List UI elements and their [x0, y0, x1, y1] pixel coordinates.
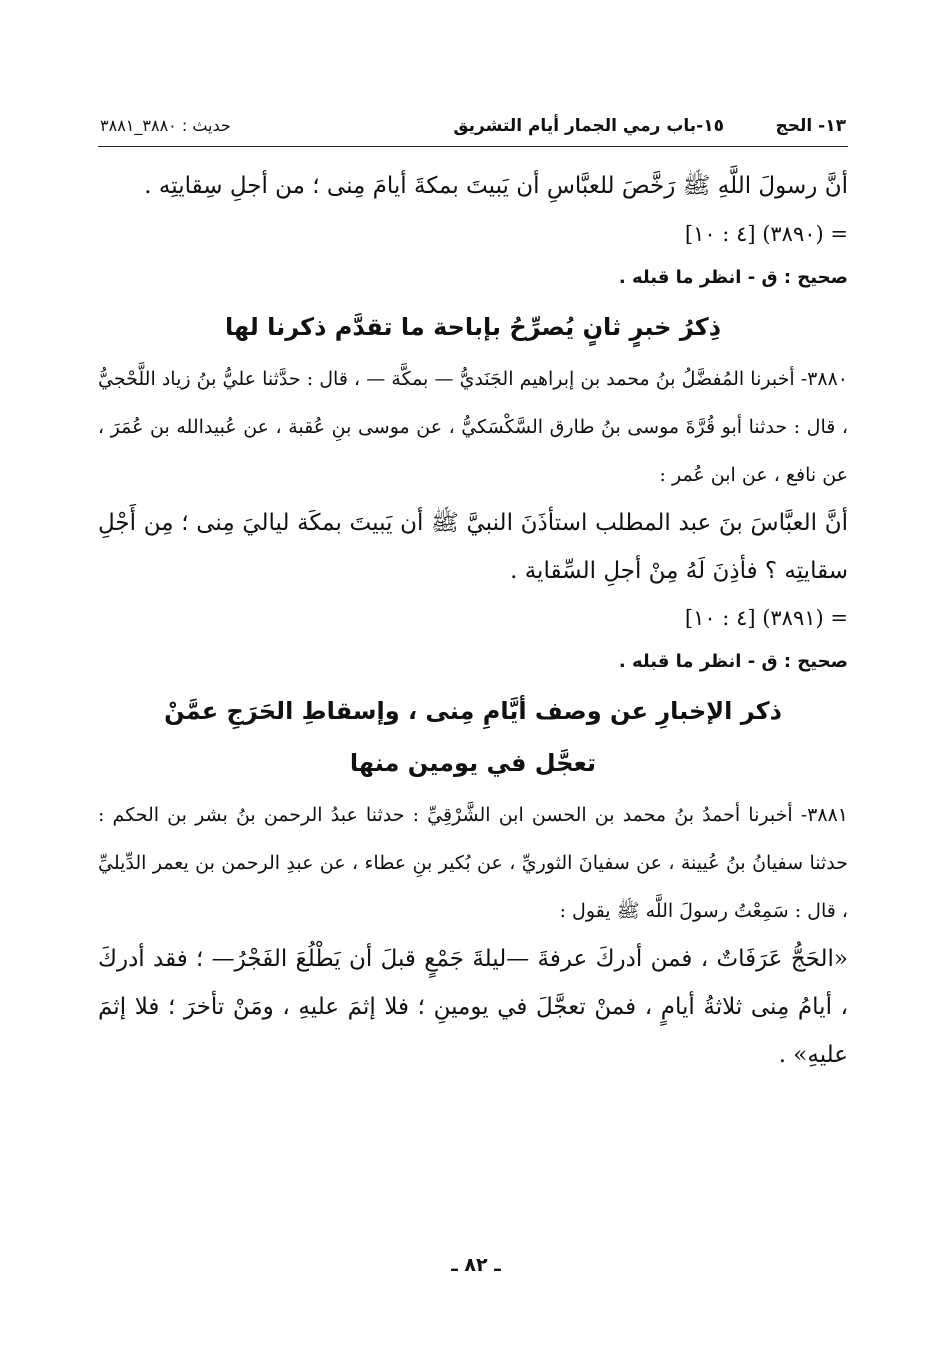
hadith-text: «الحَجُّ عَرَفَاتٌ ، فمن أدركَ عرفةَ —ليلةَ جَمْعٍ قبلَ أن يَطْلُعَ الفَجْرُ— ؛ فقد أدركَ ، أيامُ مِنى ثلاثةُ أيامٍ ، فمنْ تعجَّلَ في يومينِ ؛ فلا إثمَ عليهِ ، ومَنْ تأخرَ ؛ فلا إثمَ عليهِ» . [98, 946, 848, 1068]
header-hadith-range: حديث : ٣٨٨٠_٣٨٨١ [100, 116, 231, 135]
hadith-text: أنَّ العبَّاسَ بنَ عبد المطلب استأذَنَ النبيَّ ﷺ أن يَبيتَ بمكَة لياليَ مِنى ؛ مِن أَجْلِ سقايتِه ؟ فأذِنَ لَهُ مِنْ أجلِ السِّقاية . [98, 510, 848, 584]
running-header [98, 112, 848, 147]
header-book: ١٣- الحج [775, 116, 846, 136]
section-heading-line: ذكر الإخبارِ عن وصف أيَّامِ مِنى ، وإسقاطِ الحَرَجِ عمَّنْ [164, 697, 782, 725]
cross-reference: = (٣٨٩١) [٤ : ١٠] [684, 606, 848, 630]
grading-note: صحيح : ق - انظر ما قبله . [618, 267, 848, 288]
page-number: ـ ٨٢ ـ [451, 1254, 501, 1276]
section-heading: ذِكرُ خبرٍ ثانٍ يُصرِّحُ بإباحة ما تقدَّم ذكرنا لها [224, 313, 722, 341]
grading-note: صحيح : ق - انظر ما قبله . [618, 651, 848, 672]
page-body [98, 161, 848, 1079]
section-heading-line: تعجَّل في يومين منها [349, 749, 597, 777]
document-page [98, 112, 848, 1079]
hadith-text: أنَّ رسولَ اللَّهِ ﷺ رَخَّصَ للعبَّاسِ أن يَبيتَ بمكةَ أيامَ مِنى ؛ من أجلِ سِقايتِه . [144, 173, 848, 199]
hadith-chain: ٣٨٨١- أخبرنا أحمدُ بنُ محمد بن الحسن ابن الشَّرْقِيِّ : حدثنا عبدُ الرحمن بنُ بشر بن الحكم : حدثنا سفيانُ بنُ عُيينة ، عن سفيانَ الثوريِّ ، عن بُكير بنِ عطاء ، عن عبدِ الرحمن بن يعمر الدِّيليِّ ، قال : سَمِعْتُ رسولَ اللَّه ﷺ يقول : [98, 804, 848, 922]
header-chapter: ١٥-باب رمي الجمار أيام التشريق [453, 116, 724, 136]
cross-reference: = (٣٨٩٠) [٤ : ١٠] [684, 222, 848, 246]
hadith-chain: ٣٨٨٠- أخبرنا المُفضَّلُ بنُ محمد بن إبراهيم الجَنَديُّ — بمكَّة — ، قال : حدَّثنا عليُّ بنُ زياد اللَّحْجيُّ ، قال : حدثنا أبو قُرَّةَ موسى بنُ طارق السَّكْسَكيُّ ، عن موسى بنِ عُقبة ، عن عُبيدالله بن عُمَرَ ، عن نافع ، عن ابن عُمر : [98, 368, 848, 486]
section-heading [98, 685, 848, 789]
